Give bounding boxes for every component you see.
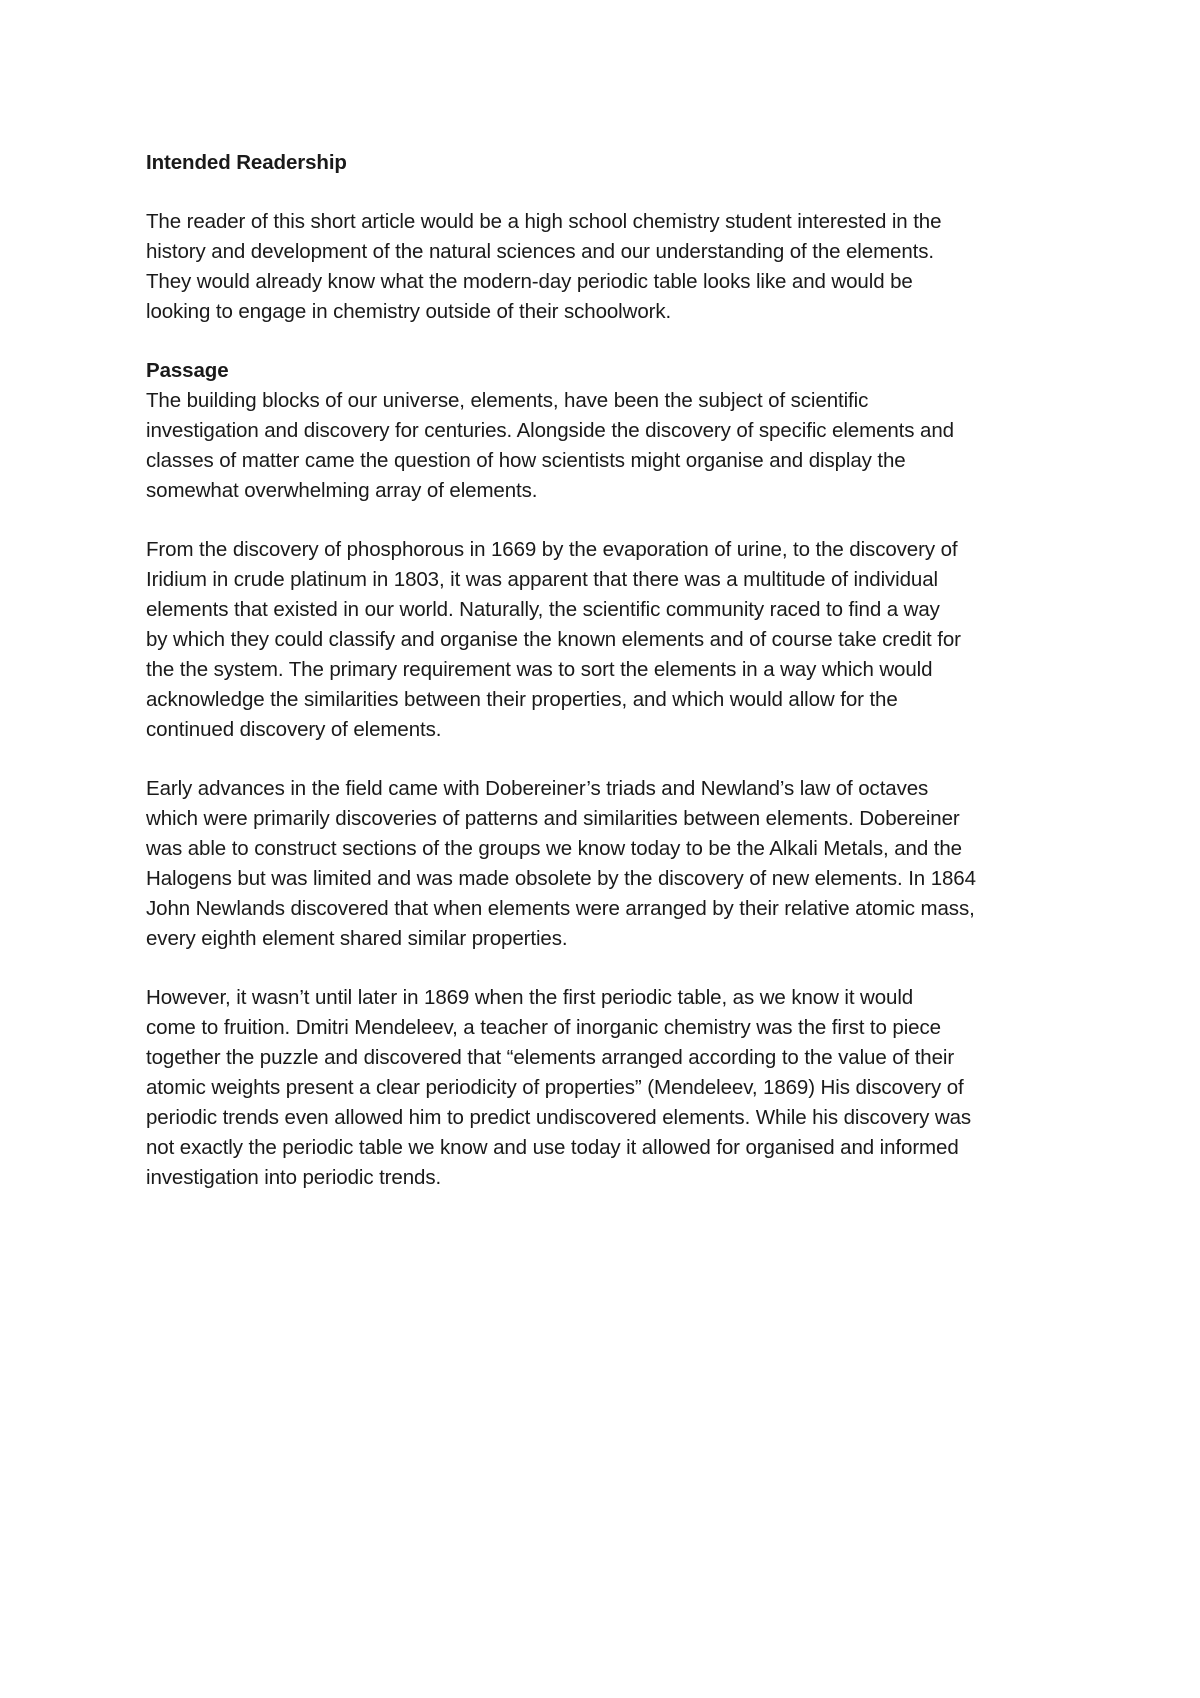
spacer <box>146 506 1066 535</box>
document-body <box>146 148 1066 1193</box>
text-line: together the puzzle and discovered that “elements arranged according to the value of their <box>146 1046 955 1069</box>
text-line: The reader of this short article would be a high school chemistry student interested in the <box>146 210 942 233</box>
text-line: somewhat overwhelming array of elements. <box>146 479 538 502</box>
text-line: elements that existed in our world. Naturally, the scientific community raced to find a way <box>146 598 940 621</box>
text-line: which were primarily discoveries of patterns and similarities between elements. Dobereiner <box>146 807 960 830</box>
text-line: The building blocks of our universe, elements, have been the subject of scientific <box>146 389 869 412</box>
text-line: looking to engage in chemistry outside of their schoolwork. <box>146 300 672 323</box>
text-line: the the system. The primary requirement was to sort the elements in a way which would <box>146 658 933 681</box>
text-line: investigation into periodic trends. <box>146 1166 442 1189</box>
text-line: Halogens but was limited and was made obsolete by the discovery of new elements. In 1864 <box>146 867 976 890</box>
text-line: come to fruition. Dmitri Mendeleev, a teacher of inorganic chemistry was the first to piece <box>146 1016 941 1039</box>
text-line: by which they could classify and organise the known elements and of course take credit for <box>146 628 961 651</box>
spacer <box>146 178 1066 207</box>
text-line: every eighth element shared similar properties. <box>146 927 568 950</box>
paragraph-readership <box>146 207 1066 327</box>
spacer <box>146 327 1066 356</box>
paragraph-passage-2 <box>146 535 1066 745</box>
text-line: not exactly the periodic table we know and use today it allowed for organised and informed <box>146 1136 959 1159</box>
text-line: classes of matter came the question of how scientists might organise and display the <box>146 449 906 472</box>
heading-intended-readership: Intended Readership <box>146 151 347 174</box>
text-line: history and development of the natural sciences and our understanding of the elements. <box>146 240 934 263</box>
heading-passage: Passage <box>146 359 229 382</box>
paragraph-passage-3 <box>146 774 1066 954</box>
text-line: John Newlands discovered that when elements were arranged by their relative atomic mass, <box>146 897 975 920</box>
spacer <box>146 954 1066 983</box>
text-line: investigation and discovery for centuries. Alongside the discovery of specific elements and <box>146 419 954 442</box>
text-line: From the discovery of phosphorous in 1669 by the evaporation of urine, to the discovery of <box>146 538 958 561</box>
text-line: atomic weights present a clear periodicity of properties” (Mendeleev, 1869) His discovery of <box>146 1076 964 1099</box>
text-line: periodic trends even allowed him to predict undiscovered elements. While his discovery was <box>146 1106 972 1129</box>
text-line: acknowledge the similarities between their properties, and which would allow for the <box>146 688 898 711</box>
paragraph-passage-1 <box>146 386 1066 506</box>
text-line: However, it wasn’t until later in 1869 when the first periodic table, as we know it would <box>146 986 914 1009</box>
text-line: They would already know what the modern-day periodic table looks like and would be <box>146 270 913 293</box>
text-line: continued discovery of elements. <box>146 718 442 741</box>
paragraph-passage-4 <box>146 983 1066 1193</box>
text-line: Iridium in crude platinum in 1803, it was apparent that there was a multitude of individual <box>146 568 938 591</box>
spacer <box>146 745 1066 774</box>
text-line: Early advances in the field came with Dobereiner’s triads and Newland’s law of octaves <box>146 777 929 800</box>
text-line: was able to construct sections of the groups we know today to be the Alkali Metals, and the <box>146 837 962 860</box>
